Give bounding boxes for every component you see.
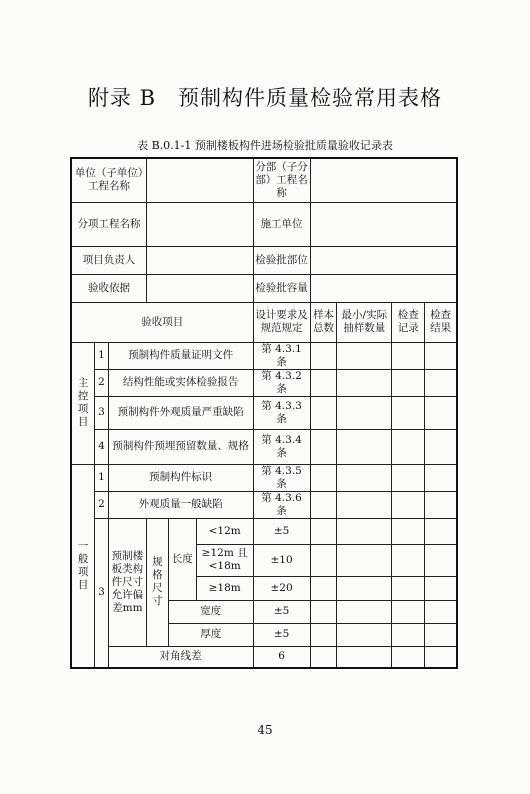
header-row-leader [71, 246, 457, 274]
record-cell[interactable] [392, 369, 425, 396]
result-cell[interactable] [425, 369, 457, 396]
tolerance-value: ±10 [253, 544, 310, 576]
tolerance-value: ±5 [253, 600, 310, 623]
record-cell[interactable] [392, 576, 425, 600]
inspection-part-value[interactable] [310, 246, 457, 274]
record-cell[interactable] [392, 491, 425, 518]
project-leader-label: 项目负责人 [71, 246, 147, 274]
sample-total-cell[interactable] [310, 544, 337, 576]
acceptance-basis-label: 验收依据 [71, 274, 147, 302]
table-row [71, 369, 457, 396]
column-design-requirement: 设计要求及规范规定 [253, 302, 310, 342]
item-number: 2 [95, 369, 108, 396]
sub-item-value[interactable] [147, 202, 254, 246]
length-range-ge18: ≥18m [196, 576, 253, 600]
result-cell[interactable] [425, 518, 457, 544]
sample-count-cell[interactable] [337, 600, 392, 623]
item-number: 3 [95, 396, 108, 429]
sample-total-cell[interactable] [310, 464, 337, 491]
record-cell[interactable] [392, 342, 425, 369]
header-row-subitem [71, 202, 457, 246]
tolerance-value: ±5 [253, 623, 310, 646]
sample-total-cell[interactable] [310, 491, 337, 518]
result-cell[interactable] [425, 396, 457, 429]
length-label: 长度 [168, 518, 196, 600]
table-row [71, 396, 457, 429]
result-cell[interactable] [425, 342, 457, 369]
sample-count-cell[interactable] [337, 429, 392, 464]
result-cell[interactable] [425, 646, 457, 668]
column-header-row [71, 302, 457, 342]
table-row [71, 342, 457, 369]
sample-total-cell[interactable] [310, 369, 337, 396]
column-item: 验收项目 [71, 302, 253, 342]
item-clause: 第 4.3.3 条 [253, 396, 310, 429]
item-clause: 第 4.3.5 条 [253, 464, 310, 491]
table-row [71, 464, 457, 491]
item-name: 结构性能或实体检验报告 [108, 369, 253, 396]
record-cell[interactable] [392, 429, 425, 464]
record-cell[interactable] [392, 623, 425, 646]
item-number: 1 [95, 464, 108, 491]
item-clause: 第 4.3.2 条 [253, 369, 310, 396]
item-clause: 第 4.3.4 条 [253, 429, 310, 464]
sample-total-cell[interactable] [310, 396, 337, 429]
record-cell[interactable] [392, 518, 425, 544]
item-name: 预制构件预埋预留数量、规格 [108, 429, 253, 464]
inspection-part-label: 检验批部位 [253, 246, 310, 274]
result-cell[interactable] [425, 429, 457, 464]
sample-total-cell[interactable] [310, 518, 337, 544]
item-number: 4 [95, 429, 108, 464]
column-inspection-result: 检查结果 [425, 302, 457, 342]
item-name: 预制构件外观质量严重缺陷 [108, 396, 253, 429]
unit-project-label: 单位（子单位）工程名称 [71, 158, 147, 202]
thickness-label: 厚度 [168, 623, 253, 646]
item-number: 2 [95, 491, 108, 518]
result-cell[interactable] [425, 544, 457, 576]
appendix-heading: 附录 B 预制构件质量检验常用表格 [87, 86, 443, 110]
tolerance-value: ±5 [253, 518, 310, 544]
sample-total-cell[interactable] [310, 600, 337, 623]
sample-total-cell[interactable] [310, 623, 337, 646]
subunit-project-value[interactable] [310, 158, 457, 202]
unit-project-value[interactable] [147, 158, 254, 202]
inspection-capacity-label: 检验批容量 [253, 274, 310, 302]
sub-item-label: 分项工程名称 [71, 202, 147, 246]
table-caption: 表 B.0.1-1 预制楼板构件进场检验批质量验收记录表 [137, 139, 393, 152]
table-row [71, 491, 457, 518]
sample-count-cell[interactable] [337, 623, 392, 646]
column-min-actual-sample: 最小/实际抽样数量 [337, 302, 392, 342]
sample-count-cell[interactable] [337, 518, 392, 544]
table-row [71, 429, 457, 464]
record-cell[interactable] [392, 464, 425, 491]
tolerance-value: 6 [253, 646, 310, 668]
sample-count-cell[interactable] [337, 396, 392, 429]
header-row-unit [71, 158, 457, 202]
result-cell[interactable] [425, 623, 457, 646]
record-cell[interactable] [392, 646, 425, 668]
sample-count-cell[interactable] [337, 576, 392, 600]
table-row [71, 646, 457, 668]
project-leader-value[interactable] [147, 246, 254, 274]
result-cell[interactable] [425, 600, 457, 623]
length-range-12-18: ≥12m 且<18m [196, 544, 253, 576]
width-label: 宽度 [168, 600, 253, 623]
result-cell[interactable] [425, 464, 457, 491]
length-range-lt12: <12m [196, 518, 253, 544]
sample-count-cell[interactable] [337, 544, 392, 576]
item-clause: 第 4.3.6 条 [253, 491, 310, 518]
item-number: 1 [95, 342, 108, 369]
table-row [71, 518, 457, 544]
result-cell[interactable] [425, 576, 457, 600]
item-name: 预制构件质量证明文件 [108, 342, 253, 369]
construction-unit-label: 施工单位 [253, 202, 310, 246]
construction-unit-value[interactable] [310, 202, 457, 246]
record-cell[interactable] [392, 600, 425, 623]
sample-total-cell[interactable] [310, 429, 337, 464]
sample-total-cell[interactable] [310, 646, 337, 668]
tolerance-category: 预制楼板类构件尺寸允许偏差mm [108, 518, 146, 646]
column-inspection-record: 检查记录 [392, 302, 425, 342]
subunit-project-label: 分部（子分部）工程名称 [253, 158, 310, 202]
spec-size-label: 规格尺寸 [147, 518, 169, 646]
item-clause: 第 4.3.1 条 [253, 342, 310, 369]
item-number: 3 [95, 518, 108, 668]
sample-count-cell[interactable] [337, 646, 392, 668]
tolerance-value: ±20 [253, 576, 310, 600]
sample-count-cell[interactable] [337, 369, 392, 396]
sample-count-cell[interactable] [337, 342, 392, 369]
record-cell[interactable] [392, 396, 425, 429]
main-control-label: 主控项目 [71, 342, 95, 464]
item-name: 预制构件标识 [108, 464, 253, 491]
item-name: 外观质量一般缺陷 [108, 491, 253, 518]
diagonal-label: 对角线差 [108, 646, 253, 668]
record-cell[interactable] [392, 544, 425, 576]
column-sample-total: 样本总数 [310, 302, 337, 342]
acceptance-basis-value[interactable] [147, 274, 254, 302]
sample-total-cell[interactable] [310, 576, 337, 600]
inspection-capacity-value[interactable] [310, 274, 457, 302]
result-cell[interactable] [425, 491, 457, 518]
sample-total-cell[interactable] [310, 342, 337, 369]
header-row-basis [71, 274, 457, 302]
page-number: 45 [257, 723, 273, 737]
inspection-record-table [70, 157, 458, 669]
sample-count-cell[interactable] [337, 464, 392, 491]
general-label: 一般项目 [71, 464, 95, 668]
sample-count-cell[interactable] [337, 491, 392, 518]
